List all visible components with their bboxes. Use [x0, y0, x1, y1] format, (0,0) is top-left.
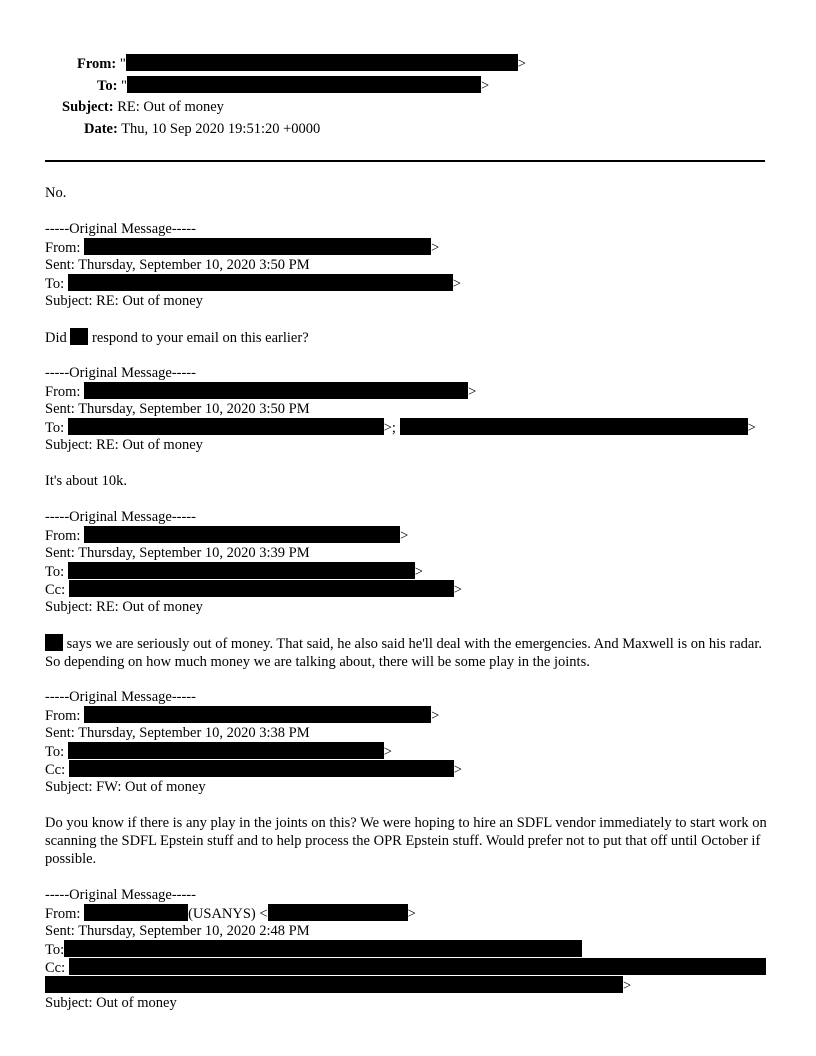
m2-sent-row — [45, 400, 310, 418]
header-divider — [45, 160, 765, 162]
header-date-row — [84, 120, 320, 138]
angle-bracket: > — [623, 978, 632, 994]
angle-bracket: > — [747, 420, 756, 436]
header-subject-row — [62, 98, 224, 116]
m1-body-text — [45, 328, 309, 347]
m3-subject-value: RE: Out of money — [96, 599, 203, 615]
m1-text-pre: Did — [45, 330, 67, 346]
redaction-block — [45, 976, 623, 993]
from-label: From: — [45, 906, 81, 922]
redaction-block — [64, 940, 582, 957]
m3-cc-row — [45, 580, 462, 599]
redaction-block — [126, 54, 518, 71]
sent-label: Sent: — [45, 923, 75, 939]
angle-bracket: > — [431, 708, 440, 724]
cc-label: Cc: — [45, 582, 66, 598]
original-message-separator: -----Original Message----- — [45, 887, 196, 903]
redaction-block — [84, 526, 400, 543]
m3-subject-row — [45, 598, 203, 616]
m5-to-row — [45, 940, 582, 959]
redaction-block — [127, 76, 481, 93]
angle-bracket: > — [431, 240, 440, 256]
original-message-separator: -----Original Message----- — [45, 221, 196, 237]
m5-sent-row — [45, 922, 310, 940]
m3-to-row — [45, 562, 423, 581]
to-label: To: — [45, 564, 65, 580]
reply-text: No. — [45, 185, 67, 201]
angle-bracket: > — [517, 56, 526, 72]
redaction-block — [84, 382, 468, 399]
m3-body-text: says we are seriously out of money. That said, he also said he'll deal with the emergencies. And Maxwell is on his radar. So depending on how much money we are talking about, there will be some play in the joints. — [45, 636, 762, 670]
subject-label: Subject: — [45, 779, 93, 795]
redaction-block — [70, 328, 88, 345]
m4-from-row — [45, 706, 439, 725]
header-date-value: Thu, 10 Sep 2020 19:51:20 +0000 — [121, 121, 321, 137]
m1-to-row — [45, 274, 461, 293]
m4-subject-value: FW: Out of money — [96, 779, 206, 795]
header-from-label: From: — [77, 56, 117, 72]
sent-label: Sent: — [45, 257, 75, 273]
from-label: From: — [45, 240, 81, 256]
m5-cc-row-continued — [45, 976, 631, 995]
quote-mark: " — [121, 78, 127, 94]
m4-body-text: Do you know if there is any play in the joints on this? We were hoping to hire an SDFL vendor immediately to start work on scanning the SDFL Epstein stuff and to help process the OPR Epstein stuff. Would prefer not to put that off until October if possible. — [45, 815, 767, 867]
redaction-block — [84, 238, 431, 255]
redaction-block — [268, 904, 408, 921]
redaction-block — [69, 760, 454, 777]
m2-subject-value: RE: Out of money — [96, 437, 203, 453]
angle-bracket: > — [452, 276, 461, 292]
m5-from-row — [45, 904, 416, 923]
m4-cc-row — [45, 760, 462, 779]
sent-label: Sent: — [45, 545, 75, 561]
from-label: From: — [45, 528, 81, 544]
header-to-label: To: — [97, 78, 118, 94]
angle-bracket: > — [414, 564, 423, 580]
angle-bracket: > — [480, 78, 490, 94]
sent-label: Sent: — [45, 401, 75, 417]
m1-subject-row — [45, 292, 203, 310]
to-label: To: — [45, 276, 65, 292]
to-label: To: — [45, 942, 65, 958]
redaction-block — [68, 742, 384, 759]
subject-label: Subject: — [45, 599, 93, 615]
subject-label: Subject: — [45, 995, 93, 1011]
sent-label: Sent: — [45, 725, 75, 741]
redaction-block — [69, 580, 454, 597]
cc-label: Cc: — [45, 960, 66, 976]
m1-text-post: respond to your email on this earlier? — [92, 330, 309, 346]
original-message-separator: -----Original Message----- — [45, 365, 196, 381]
m1-from-row — [45, 238, 439, 257]
redaction-block — [84, 904, 188, 921]
angle-bracket-semicolon: >; — [383, 420, 396, 436]
original-message-separator: -----Original Message----- — [45, 689, 196, 705]
to-label: To: — [45, 744, 65, 760]
m4-sent-row — [45, 724, 310, 742]
quote-mark: " — [119, 56, 126, 72]
redaction-block — [68, 274, 453, 291]
header-to-row — [97, 76, 489, 95]
m2-body-text: It's about 10k. — [45, 473, 127, 489]
from-label: From: — [45, 384, 81, 400]
header-date-label: Date: — [84, 121, 118, 137]
m5-sent-value: Thursday, September 10, 2020 2:48 PM — [78, 923, 310, 939]
m3-sent-value: Thursday, September 10, 2020 3:39 PM — [78, 545, 310, 561]
header-subject-value: RE: Out of money — [117, 99, 224, 115]
m3-sent-row — [45, 544, 310, 562]
m4-sent-value: Thursday, September 10, 2020 3:38 PM — [78, 725, 310, 741]
m2-subject-row — [45, 436, 203, 454]
subject-label: Subject: — [45, 293, 93, 309]
m5-cc-row — [45, 958, 766, 977]
angle-bracket: > — [453, 762, 462, 778]
cc-label: Cc: — [45, 762, 66, 778]
redaction-block — [69, 958, 766, 975]
angle-bracket: > — [453, 582, 462, 598]
from-label: From: — [45, 708, 81, 724]
m5-from-mid: (USANYS) < — [188, 906, 268, 922]
subject-label: Subject: — [45, 437, 93, 453]
angle-bracket: > — [383, 744, 392, 760]
m2-sent-value: Thursday, September 10, 2020 3:50 PM — [78, 401, 310, 417]
m3-from-row — [45, 526, 408, 545]
m2-to-row — [45, 418, 756, 437]
m2-from-row — [45, 382, 476, 401]
redaction-block — [68, 418, 384, 435]
m1-subject-value: RE: Out of money — [96, 293, 203, 309]
m4-to-row — [45, 742, 392, 761]
angle-bracket: > — [407, 906, 416, 922]
to-label: To: — [45, 420, 65, 436]
angle-bracket: > — [468, 384, 477, 400]
header-from-row — [77, 54, 526, 73]
m1-sent-row — [45, 256, 310, 274]
redaction-block — [400, 418, 748, 435]
m5-subject-row — [45, 994, 177, 1012]
redaction-block — [68, 562, 415, 579]
m4-subject-row — [45, 778, 206, 796]
m3-body-paragraph — [45, 634, 775, 671]
original-message-separator: -----Original Message----- — [45, 509, 196, 525]
angle-bracket: > — [400, 528, 409, 544]
m1-sent-value: Thursday, September 10, 2020 3:50 PM — [78, 257, 310, 273]
m5-subject-value: Out of money — [96, 995, 177, 1011]
redaction-block — [84, 706, 431, 723]
redaction-block — [45, 634, 63, 651]
header-subject-label: Subject: — [62, 99, 114, 115]
